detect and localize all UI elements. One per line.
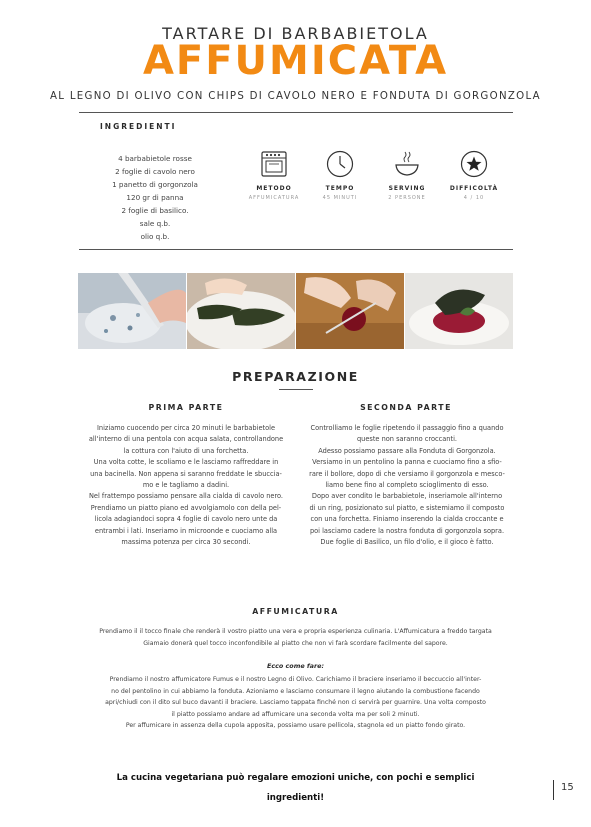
ingredient-item: 2 foglie di cavolo nero [115, 167, 195, 176]
text-line: il piatto possiamo andare ad affumicare una seconda volta ma per soli 2 minuti. [171, 710, 420, 718]
text-line: mo e le tagliamo a dadini. [142, 481, 230, 490]
text-line: Prendiamo il il tocco finale che renderà il vostro piatto una vera e propria esperienza culinaria. L'Affumicatura a freddo targata [99, 628, 492, 635]
second-part-text [289, 423, 525, 548]
text-line: Iniziamo cuocendo per circa 20 minuti le barbabietole [96, 424, 276, 432]
text-line: una bacinella. Non appena si saranno freddate le sbuccia- [90, 469, 282, 478]
ingredient-item: 4 barbabietole rosse [118, 154, 192, 163]
text-line: di un ring, posizionato sul piatto, e sistemiamo il composto [309, 503, 505, 512]
star-icon [460, 150, 488, 178]
ingredient-item: 2 foglie di basilico. [121, 206, 189, 215]
text-line: Prendiamo un piatto piano ed avvolgiamolo con della pel- [90, 503, 282, 512]
ingredient-item: olio q.b. [140, 232, 170, 241]
page-number-divider [553, 780, 554, 800]
meta-value: AFFUMICATURA [248, 195, 300, 201]
ingredients-list [80, 152, 230, 243]
second-part-title: SECONDA PARTE [360, 403, 452, 412]
kale-chips-photo [187, 273, 295, 349]
text-line: poi lasciamo cadere la nostra fonduta di gorgonzola sopra. [309, 526, 505, 535]
text-line: rare il bollore, dopo di che versiamo il gorgonzola e mesco- [309, 469, 505, 478]
text-line: no del pentolino in cui abbiamo la fonduta. Azioniamo e lasciamo consumare il legno aiutando la combustione facendo [111, 687, 480, 695]
preparation-underline [279, 389, 313, 390]
text-line: con una forchetta. Finiamo inserendo la cialda croccante e [310, 515, 504, 524]
smoking-title: AFFUMICATURA [252, 607, 339, 616]
text-line: Versiamo in un pentolino la panna e cuociamo fino a sfio- [312, 458, 502, 467]
text-line: Prendiamo il nostro affumicatore Fumus e il nostro Legno di Olivo. Carichiamo il braciere inseriamo il beccuccio all'inter- [109, 676, 482, 683]
recipe-title: AFFUMICATA [142, 38, 449, 84]
first-part-text [70, 423, 302, 548]
text-line: liamo bene fino al completo scioglimento di esso. [325, 481, 489, 490]
text-line: entrambi i lati. Inseriamo in microonde e cuociamo alla [94, 526, 278, 535]
text-line: Per affumicare in assenza della cupola apposita, possiamo usare pellicola, stagnola ed un piatto fondo girato. [125, 722, 466, 729]
bowl-icon [393, 150, 421, 178]
text-line: massima potenza per circa 30 secondi. [121, 538, 251, 547]
meta-label: DIFFICOLTÀ [449, 185, 499, 192]
smoking-subtitle: Ecco come fare: [266, 662, 325, 670]
meta-value: 4 / 10 [463, 195, 485, 201]
text-line: Una volta cotte, le scoliamo e le lasciamo raffreddare in [93, 458, 279, 467]
meta-value: 2 PERSONE [388, 195, 426, 201]
ingredient-item: 120 gr di panna [126, 193, 184, 202]
smoking-intro [70, 626, 521, 649]
ingredient-item: sale q.b. [139, 219, 171, 228]
cheese-cutting-photo [78, 273, 186, 349]
text-line: Giamaio donerà quel tocco inconfondibile al piatto che non vi farà scordare facilmente del sapore. [143, 639, 448, 647]
text-line: licola adagiandoci sopra 4 foglie di cavolo nero unte da [94, 515, 278, 524]
divider-bottom [79, 249, 513, 250]
meta-difficulty [439, 150, 509, 201]
first-part-title: PRIMA PARTE [148, 403, 224, 412]
plated-tartare-photo [405, 273, 513, 349]
text-line: queste non saranno croccanti. [356, 435, 457, 444]
meta-serving [372, 150, 442, 201]
meta-label: SERVING [388, 185, 426, 192]
text-line: all'interno di una pentola con acqua salata, controllandone [88, 435, 284, 444]
text-line: Adesso possiamo passare alla Fonduta di Gorgonzola. [318, 446, 496, 455]
preparation-title: PREPARAZIONE [232, 369, 359, 384]
clock-icon [326, 150, 354, 178]
page-number: 15 [561, 782, 574, 793]
oven-icon [260, 150, 288, 178]
meta-label: TEMPO [325, 185, 355, 192]
ingredients-label: INGREDIENTI [100, 122, 177, 131]
meta-method [239, 150, 309, 201]
closing-quote: La cucina vegetariana può regalare emozioni uniche, con pochi e semplici ingredienti! [116, 773, 475, 803]
beet-cutting-photo [296, 273, 404, 349]
text-line: Controlliamo le foglie ripetendo il passaggio fino a quando [310, 424, 504, 432]
recipe-supertitle: TARTARE DI BARBABIETOLA [162, 24, 429, 43]
meta-time [305, 150, 375, 201]
text-line: Due foglie di Basilico, un filo d'olio, e il gioco è fatto. [320, 538, 494, 547]
divider-top [79, 112, 513, 113]
meta-label: METODO [256, 185, 292, 192]
text-line: Dopo aver condito le barbabietole, inseriamole all'interno [311, 492, 503, 501]
text-line: Nel frattempo possiamo pensare alla cialda di cavolo nero. [88, 492, 284, 501]
text-line: la cottura con l'aiuto di una forchetta. [123, 446, 249, 455]
ingredient-item: 1 panetto di gorgonzola [112, 180, 198, 189]
recipe-subtitle: AL LEGNO DI OLIVO CON CHIPS DI CAVOLO NERO E FONDUTA DI GORGONZOLA [50, 91, 541, 102]
text-line: apri/chiudi con il dito sul buco davanti il braciere. Lasciamo tappata finché non ci servirà per guarnire. Una volta composto [105, 699, 486, 706]
smoking-text [70, 674, 521, 732]
meta-value: 45 MINUTI [322, 195, 358, 201]
